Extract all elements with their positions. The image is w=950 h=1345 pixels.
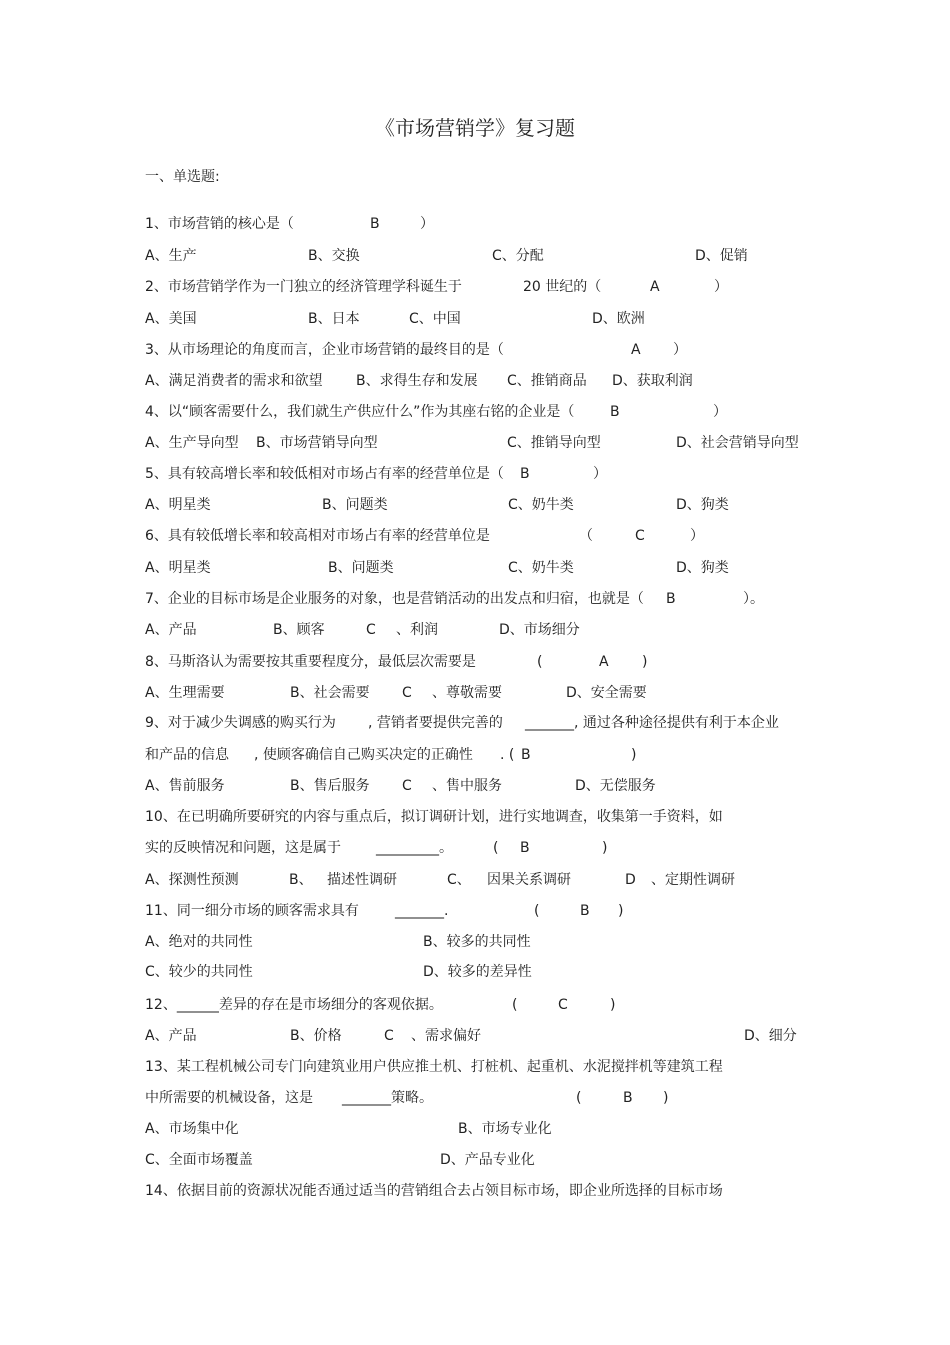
option-text: A、明星类 xyxy=(145,497,211,513)
option-text: B、市场营销导向型 xyxy=(256,435,378,451)
option-text: A、产品 xyxy=(145,622,197,638)
option-text: C、较少的共同性 xyxy=(145,964,253,980)
question-text: B xyxy=(580,903,590,919)
question-text: A xyxy=(650,279,660,295)
question-text: C xyxy=(635,528,645,544)
option-text: A、明星类 xyxy=(145,560,211,576)
question-text: A xyxy=(599,654,609,670)
option-text: 、尊敬需要 xyxy=(432,685,502,701)
question-text: A xyxy=(631,342,641,358)
option-text: D xyxy=(625,872,636,888)
option-text: D、市场细分 xyxy=(499,622,580,638)
question-text: ) xyxy=(631,747,637,763)
option-text: 、利润 xyxy=(396,622,438,638)
question-text: ） xyxy=(690,528,704,544)
option-text: B、市场专业化 xyxy=(458,1121,552,1137)
option-text: C、推销商品 xyxy=(507,373,587,389)
question-text: ) xyxy=(642,654,648,670)
option-text: A、探测性预测 xyxy=(145,872,239,888)
question-text: ) xyxy=(610,997,616,1013)
question-text: 7、企业的目标市场是企业服务的对象，也是营销活动的出发点和归宿，也就是（ xyxy=(145,591,644,607)
option-text: C xyxy=(384,1028,394,1044)
option-text: A、满足消费者的需求和欲望 xyxy=(145,373,323,389)
question-text: ( xyxy=(512,997,518,1013)
option-text: B、日本 xyxy=(308,311,360,327)
question-text: 11、同一细分市场的顾客需求具有 xyxy=(145,903,359,919)
question-text: 1、市场营销的核心是（ xyxy=(145,216,294,232)
question-text: ( xyxy=(493,840,499,856)
option-text: C、全面市场覆盖 xyxy=(145,1152,253,1168)
option-text: A、生产导向型 xyxy=(145,435,239,451)
question-text: _________。 xyxy=(376,840,453,856)
question-text: B xyxy=(610,404,620,420)
question-text: B xyxy=(520,466,530,482)
question-text: B xyxy=(370,216,380,232)
option-text: C xyxy=(402,778,412,794)
option-text: C、奶牛类 xyxy=(508,497,574,513)
option-text: C xyxy=(402,685,412,701)
option-text: B、交换 xyxy=(308,248,360,264)
question-text: 5、具有较高增长率和较低相对市场占有率的经营单位是（ xyxy=(145,466,504,482)
option-text: 、售中服务 xyxy=(432,778,502,794)
question-text: 14、依据目前的资源状况能否通过适当的营销组合去占领目标市场，即企业所选择的目标市场 xyxy=(145,1183,723,1199)
question-text: 2、市场营销学作为一门独立的经济管理学科诞生于 xyxy=(145,279,462,295)
question-text: _______策略。 xyxy=(342,1090,433,1106)
option-text: B、社会需要 xyxy=(290,685,370,701)
question-text: ( xyxy=(537,654,543,670)
question-text: 4、以“顾客需要什么，我们就生产供应什么”作为其座右铭的企业是（ xyxy=(145,404,575,420)
page-title: 《市场营销学》复习题 xyxy=(375,116,575,140)
option-text: D、细分 xyxy=(744,1028,797,1044)
option-text: B、较多的共同性 xyxy=(423,934,531,950)
option-text: B、问题类 xyxy=(322,497,388,513)
question-text: ) xyxy=(618,903,624,919)
question-text: ) xyxy=(602,840,608,856)
question-text: B xyxy=(521,747,531,763)
question-text: ） xyxy=(593,466,607,482)
question-text: . ( xyxy=(500,747,515,763)
option-text: D、获取利润 xyxy=(612,373,693,389)
question-text: ) xyxy=(663,1090,669,1106)
question-text: ( xyxy=(576,1090,582,1106)
question-text: ( xyxy=(534,903,540,919)
question-text: 中所需要的机械设备，这是 xyxy=(145,1090,313,1106)
option-text: C、分配 xyxy=(492,248,544,264)
option-text: 描述性调研 xyxy=(327,872,397,888)
question-text: 12、______差异的存在是市场细分的客观依据。 xyxy=(145,997,443,1013)
question-text: ） xyxy=(420,216,434,232)
option-text: 、需求偏好 xyxy=(411,1028,481,1044)
option-text: D、社会营销导向型 xyxy=(676,435,799,451)
question-text: ） xyxy=(673,342,687,358)
option-text: A、市场集中化 xyxy=(145,1121,239,1137)
option-text: B、问题类 xyxy=(328,560,394,576)
section-heading: 一、单选题: xyxy=(145,169,220,185)
question-text: ） xyxy=(714,279,728,295)
option-text: D、促销 xyxy=(695,248,748,264)
option-text: B、 xyxy=(289,872,313,888)
question-text: （ xyxy=(579,528,593,544)
option-text: C、推销导向型 xyxy=(507,435,601,451)
option-text: B、顾客 xyxy=(273,622,325,638)
question-text: 6、具有较低增长率和较高相对市场占有率的经营单位是 xyxy=(145,528,490,544)
option-text: 、定期性调研 xyxy=(651,872,735,888)
option-text: A、美国 xyxy=(145,311,197,327)
question-text: _______, 通过各种途径提供有利于本企业 xyxy=(525,715,779,731)
question-text: 8、马斯洛认为需要按其重要程度分，最低层次需要是 xyxy=(145,654,476,670)
option-text: D、狗类 xyxy=(676,560,729,576)
option-text: D、较多的差异性 xyxy=(423,964,532,980)
option-text: C、奶牛类 xyxy=(508,560,574,576)
question-text: B xyxy=(666,591,676,607)
option-text: A、生产 xyxy=(145,248,197,264)
question-text: , 使顾客确信自己购买决定的正确性 xyxy=(254,747,473,763)
question-text: 9、对于减少失调感的购买行为 xyxy=(145,715,336,731)
question-text: B xyxy=(520,840,530,856)
question-text: , 营销者要提供完善的 xyxy=(368,715,503,731)
option-text: B、价格 xyxy=(290,1028,342,1044)
question-text: 10、在已明确所要研究的内容与重点后，拟订调研计划，进行实地调查，收集第一手资料，如 xyxy=(145,809,723,825)
option-text: A、生理需要 xyxy=(145,685,225,701)
question-text: ）。 xyxy=(743,591,764,607)
option-text: D、欧洲 xyxy=(592,311,645,327)
question-text: 3、从市场理论的角度而言，企业市场营销的最终目的是（ xyxy=(145,342,504,358)
option-text: D、产品专业化 xyxy=(440,1152,535,1168)
option-text: 因果关系调研 xyxy=(487,872,571,888)
option-text: C、 xyxy=(447,872,471,888)
option-text: B、售后服务 xyxy=(290,778,370,794)
question-text: 和产品的信息 xyxy=(145,747,229,763)
option-text: C、中国 xyxy=(409,311,461,327)
option-text: A、产品 xyxy=(145,1028,197,1044)
question-text: B xyxy=(623,1090,633,1106)
option-text: D、狗类 xyxy=(676,497,729,513)
option-text: A、售前服务 xyxy=(145,778,225,794)
option-text: B、求得生存和发展 xyxy=(356,373,478,389)
question-text: 13、某工程机械公司专门向建筑业用户供应推土机、打桩机、起重机、水泥搅拌机等建筑工程 xyxy=(145,1059,723,1075)
option-text: C xyxy=(366,622,376,638)
option-text: D、安全需要 xyxy=(566,685,647,701)
question-text: 20 世纪的（ xyxy=(523,279,602,295)
question-text: C xyxy=(558,997,568,1013)
option-text: D、无偿服务 xyxy=(575,778,656,794)
option-text: A、绝对的共同性 xyxy=(145,934,253,950)
question-text: _______. xyxy=(395,903,449,919)
question-text: ） xyxy=(713,404,727,420)
question-text: 实的反映情况和问题，这是属于 xyxy=(145,840,341,856)
